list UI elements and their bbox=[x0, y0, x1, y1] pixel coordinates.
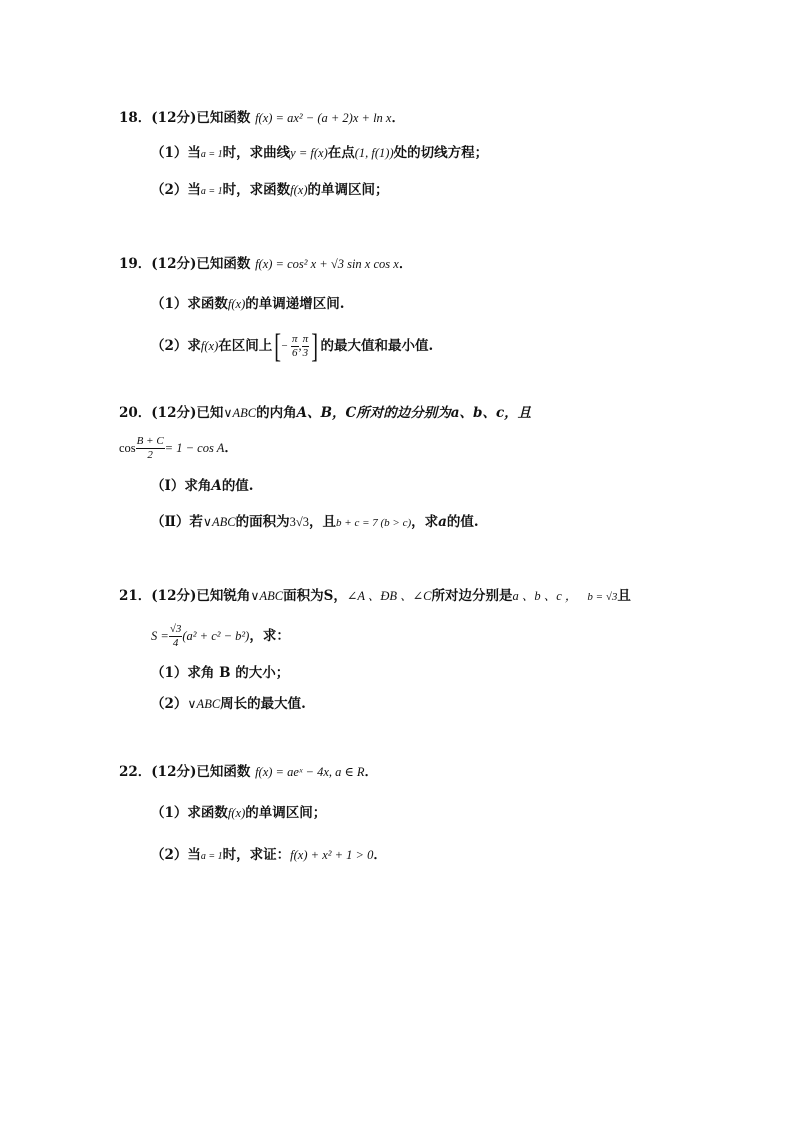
variable: a bbox=[438, 514, 447, 530]
condition: b = √3 bbox=[587, 591, 618, 603]
fraction-sqrt3-4 bbox=[169, 623, 183, 650]
problem-18-part-1 bbox=[151, 143, 488, 165]
part-label: （2）当 bbox=[151, 847, 201, 863]
stem-text: 且 bbox=[617, 588, 631, 604]
part-text: ，求： bbox=[249, 628, 290, 644]
part-label: （1）求函数 bbox=[151, 805, 228, 821]
part-text: ，且 bbox=[309, 514, 337, 530]
fraction-pi-3 bbox=[302, 333, 310, 360]
part-label: （Ⅰ）求角 bbox=[151, 478, 212, 494]
stem-text: 已知函数 bbox=[196, 110, 251, 126]
equation-rhs: = 1 − cos A bbox=[164, 441, 225, 455]
part-label: （1）求角 B 的大小； bbox=[151, 665, 290, 681]
period: ． bbox=[224, 440, 238, 456]
stem-text: 已知 bbox=[196, 405, 224, 421]
function-formula: f(x) = aeˣ − 4x, a ∈ R bbox=[255, 765, 365, 779]
part-text: 周长的最大值. bbox=[220, 696, 306, 712]
problem-number: 18． bbox=[119, 110, 152, 126]
stem-text: 已知函数 bbox=[196, 256, 251, 272]
inequality: f(x) + x² + 1 > 0 bbox=[290, 848, 374, 862]
problem-number: 20． bbox=[119, 405, 152, 421]
part-label: （Ⅱ）若 bbox=[151, 514, 203, 530]
formula: (a² + c² − b²) bbox=[182, 629, 250, 643]
numerator: B + C bbox=[136, 435, 164, 447]
problem-21-part-1 bbox=[151, 663, 289, 683]
problem-22-part-2 bbox=[151, 845, 387, 867]
part-label: （2）当 bbox=[151, 182, 201, 198]
problem-18-part-2 bbox=[151, 180, 389, 202]
area-value: 3√3 bbox=[289, 515, 310, 529]
stem-text: 所对边分别是 bbox=[431, 588, 513, 604]
problem-19-part-1 bbox=[151, 294, 344, 314]
left-bracket: [ bbox=[274, 327, 282, 365]
numerator: π bbox=[302, 333, 309, 345]
problem-number: 21． bbox=[119, 588, 152, 604]
condition: a = 1 bbox=[200, 851, 223, 862]
score: (12分) bbox=[151, 588, 197, 604]
sides: a 、b 、c ， bbox=[512, 589, 578, 603]
problem-21-stem bbox=[119, 586, 631, 607]
problem-19-stem bbox=[119, 254, 412, 274]
period: ． bbox=[373, 847, 387, 863]
denominator: 2 bbox=[147, 449, 153, 461]
part-text: ，求 bbox=[411, 514, 439, 530]
angles: ∠A 、ÐB 、∠C bbox=[346, 589, 432, 603]
triangle-symbol: ∨ABC bbox=[202, 515, 236, 529]
denominator: 3 bbox=[302, 347, 309, 359]
function-formula: f(x) = cos² x + √3 sin x cos x bbox=[255, 257, 399, 271]
part-text: 时，求曲线 bbox=[222, 145, 291, 161]
triangle-symbol: ∨ABC bbox=[250, 589, 284, 603]
part-text: 的单调区间； bbox=[307, 182, 389, 198]
part-text: 的值. bbox=[221, 478, 254, 494]
triangle-symbol: ∨ABC bbox=[223, 406, 257, 420]
area-symbol: S = bbox=[151, 629, 169, 643]
problem-20-condition bbox=[119, 432, 238, 464]
numerator: √3 bbox=[169, 623, 182, 635]
part-text: 的值. bbox=[446, 514, 479, 530]
problem-21-part-2 bbox=[151, 694, 306, 714]
problem-20-stem bbox=[119, 403, 531, 423]
triangle-symbol: ∨ABC bbox=[187, 697, 221, 711]
problem-20-part-2 bbox=[151, 512, 479, 533]
function-formula: f(x) = ax² − (a + 2)x + ln x bbox=[255, 111, 392, 125]
variable: A bbox=[211, 478, 222, 494]
problem-22-stem bbox=[119, 762, 378, 782]
part-text: 的面积为 bbox=[235, 514, 290, 530]
formula: f(x) bbox=[290, 183, 308, 197]
part-text: 的单调递增区间. bbox=[245, 296, 345, 312]
condition: a = 1 bbox=[200, 186, 223, 197]
part-label: （2） bbox=[151, 696, 188, 712]
part-label: （2）求 bbox=[151, 338, 201, 354]
point-formula: (1, f(1)) bbox=[354, 146, 394, 160]
period: ． bbox=[364, 764, 379, 780]
part-text: 的单调区间； bbox=[245, 805, 327, 821]
stem-text: 已知函数 bbox=[196, 764, 251, 780]
period: ． bbox=[398, 256, 413, 272]
stem-text: 已知锐角 bbox=[196, 588, 251, 604]
numerator: π bbox=[292, 333, 298, 345]
interval-bound-left bbox=[280, 340, 291, 353]
period: ． bbox=[391, 110, 405, 126]
score: (12分) bbox=[151, 405, 197, 421]
problem-20-part-1 bbox=[151, 476, 254, 496]
problem-21-formula bbox=[151, 618, 290, 654]
cos-label: cos bbox=[119, 441, 136, 455]
score: (12分) bbox=[151, 110, 197, 126]
stem-text: a、b、c，且 bbox=[450, 405, 532, 421]
problem-18-stem bbox=[119, 108, 405, 128]
denominator: 4 bbox=[172, 637, 179, 649]
score: (12分) bbox=[151, 764, 197, 780]
part-label: （1）求函数 bbox=[151, 296, 228, 312]
problem-number: 22． bbox=[119, 764, 152, 780]
formula: f(x) bbox=[227, 297, 246, 311]
fraction-pi-6 bbox=[291, 333, 299, 360]
stem-text: A、B，C所对的边分别为 bbox=[296, 405, 451, 421]
comma: , bbox=[298, 339, 302, 353]
condition: a = 1 bbox=[200, 149, 223, 160]
stem-text: 的内角 bbox=[256, 405, 297, 421]
part-text: 在点 bbox=[327, 145, 355, 161]
right-bracket: ] bbox=[311, 327, 319, 365]
part-text: 的最大值和最小值. bbox=[320, 338, 434, 354]
condition: b + c = 7 (b > c) bbox=[336, 517, 412, 529]
score: (12分) bbox=[151, 256, 197, 272]
problem-number: 19． bbox=[119, 256, 152, 272]
problem-22-part-1 bbox=[151, 803, 326, 823]
formula: y = f(x) bbox=[290, 146, 328, 160]
fraction-half-angle bbox=[136, 435, 165, 462]
formula: f(x) bbox=[200, 339, 219, 353]
part-text: 时，求证： bbox=[222, 847, 291, 863]
part-text: 处的切线方程； bbox=[393, 145, 489, 161]
part-label: （1）当 bbox=[151, 145, 201, 161]
problem-19-part-2 bbox=[151, 326, 433, 366]
denominator: 6 bbox=[292, 347, 298, 359]
part-text: 时，求函数 bbox=[222, 182, 291, 198]
formula: f(x) bbox=[227, 806, 246, 820]
minus-sign: − bbox=[280, 340, 289, 352]
part-text: 在区间上 bbox=[218, 338, 273, 354]
stem-text: 面积为S， bbox=[283, 588, 347, 604]
